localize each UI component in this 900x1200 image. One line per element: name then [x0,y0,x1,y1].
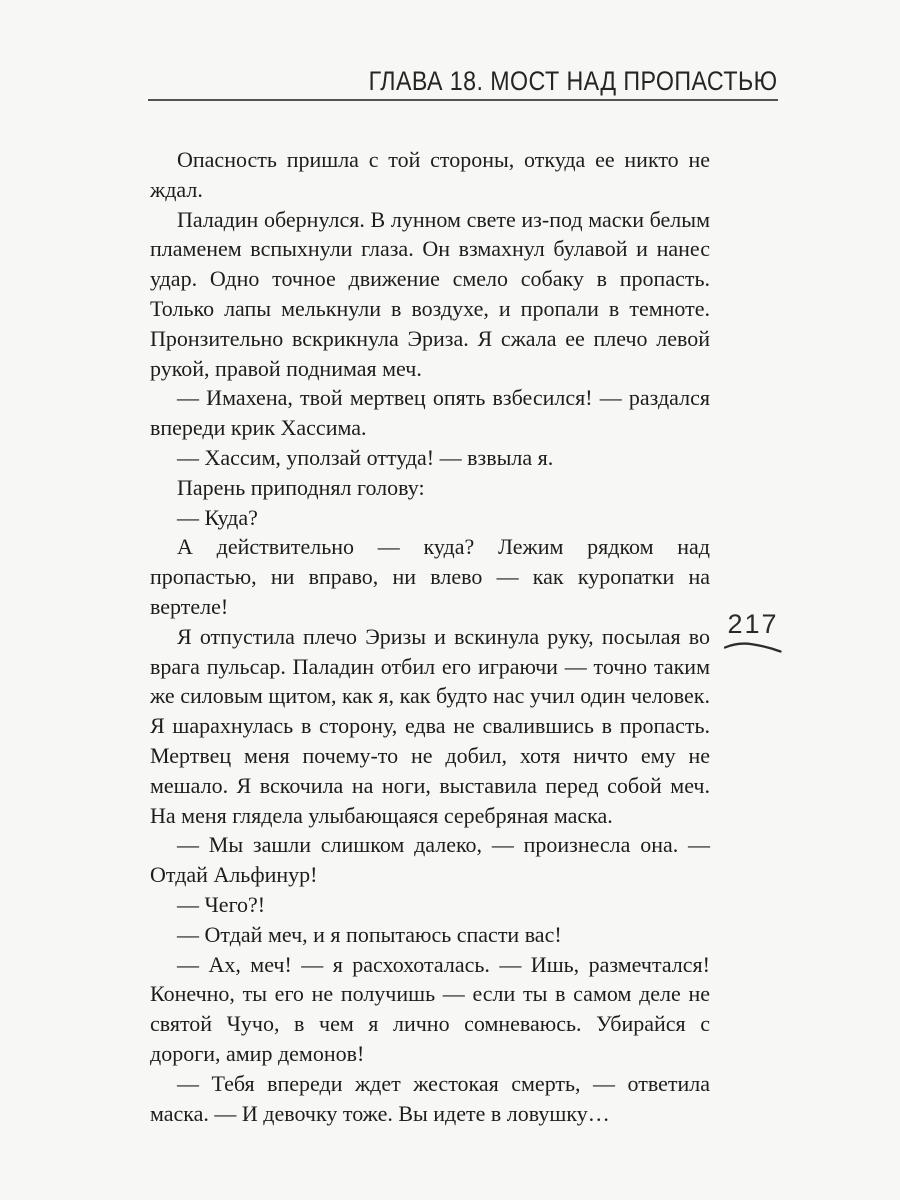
paragraph: — Тебя впереди ждет жестокая смерть, — ответила маска. — И девочку тоже. Вы идете в ловушку… [150,1070,710,1126]
body-text [150,145,710,1128]
paragraph: — Куда? [177,504,258,530]
paragraph: — Мы зашли слишком далеко, — произнесла она. — Отдай Альфинур! [150,832,710,888]
paragraph: — Имахена, твой мертвец опять взбесился! — раздался впереди крик Хассима. [150,385,710,441]
paragraph: — Отдай меч, и я попытаюсь спасти вас! [177,921,562,947]
paragraph: А действительно — куда? Лежим рядком над пропастью, ни вправо, ни влево — как куропатки на вертеле! [150,534,710,619]
paragraph: — Ах, меч! — я расхохоталась. — Ишь, размечтался! Конечно, ты его не получишь — если ты в самом деле не святой Чучо, в чем я лично сомневаюсь. Убирайся с дороги, амир демонов! [150,951,710,1066]
paragraph: Парень приподнял голову: [177,474,425,500]
paragraph: Я отпустила плечо Эризы и вскинула руку, посылая во врага пульсар. Паладин отбил его играючи — точно таким же силовым щитом, как я, как будто нас учил один человек. Я шарахнулась в сторону, едва не свалившись в пропасть. Мертвец меня почему-то не добил, хотя ничто ему не мешало. Я вскочила на ноги, выставила перед собой меч. На меня глядела улыбающаяся серебряная маска. [150,623,710,828]
page-number: 217 [727,609,779,639]
chapter-heading: ГЛАВА 18. МОСТ НАД ПРОПАСТЬЮ [369,66,778,96]
page-number-flourish-icon [724,641,782,654]
paragraph: — Чего?! [177,891,266,917]
header-rule [148,99,778,101]
page-number-block [722,610,784,654]
paragraph: Паладин обернулся. В лунном свете из-под маски белым пламенем вспыхнули глаза. Он взмахнул булавой и нанес удар. Одно точное движение смело собаку в пропасть. Только лапы мелькнули в воздухе, и пропали в темноте. Пронзительно вскрикнула Эриза. Я сжала ее плечо левой рукой, правой поднимая меч. [150,206,710,381]
paragraph: Опасность пришла с той стороны, откуда ее никто не ждал. [150,147,710,202]
paragraph: — Хассим, уползай оттуда! — взвыла я. [177,444,554,470]
